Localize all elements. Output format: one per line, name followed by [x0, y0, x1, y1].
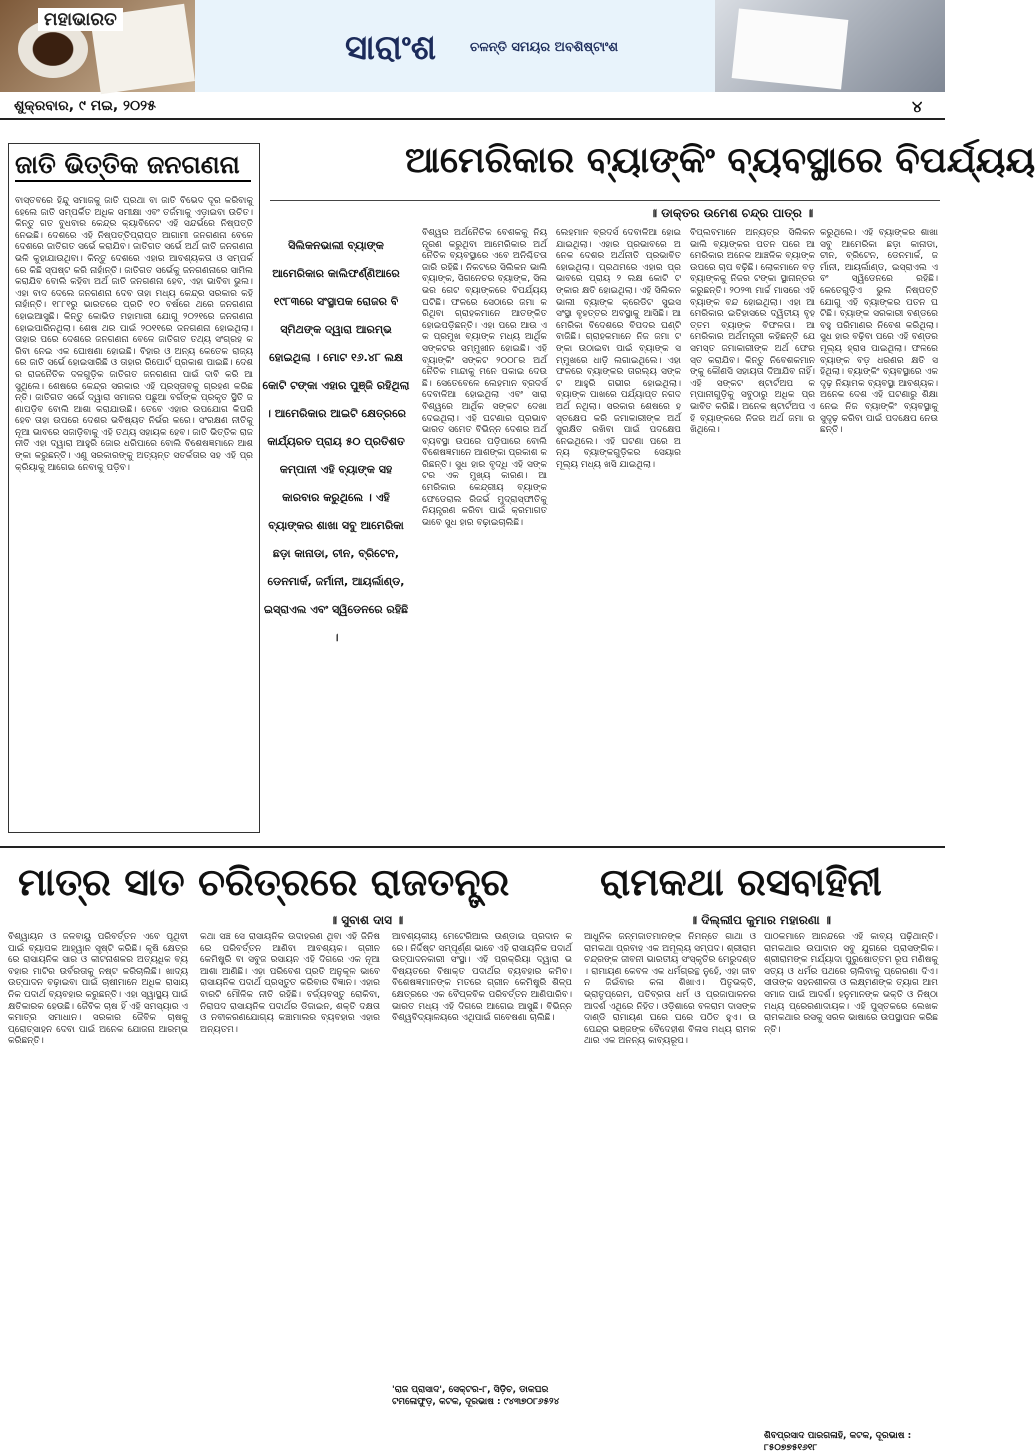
section-divider	[0, 846, 945, 848]
author-address: ଶିବପ୍ରସାଦ ପାରଗଳାହି, କଟକ, ଦୂରଭାଷ : ୮୫୦୭୭୫୧୬୧୮	[764, 1431, 912, 1453]
article-column: ପାଠକମାନେ ଆନନ୍ଦରେ ଏହି କାବ୍ୟ ପଢ଼ିଥାନ୍ତି। ରାମକଥାର ଉପାଦାନ ସବୁ ଯୁଗରେ ପ୍ରାସଙ୍ଗିକ। ଶ୍ରୀରାମଙ୍କ ମର୍ଯ୍ୟାଦା ପୁରୁଷୋତ୍ତମ ରୂପ ମଣିଷକୁ ସତ୍ୟ ଓ ଧର୍ମର ପଥରେ ଚାଲିବାକୁ ପ୍ରେରଣା ଦିଏ। ସୀତାଙ୍କ ସହନଶୀଳତା ଓ ଲକ୍ଷ୍ମଣଙ୍କ ତ୍ୟାଗ ଆମ ସମାଜ ପାଇଁ ଆଦର୍ଶ। ହନୁମାନଙ୍କ ଭକ୍ତି ଓ ନିଷ୍ଠା ମଧ୍ୟ ପ୍ରେରଣାଦାୟକ। ଏହି ପୁସ୍ତକରେ ଲେଖକ ରାମକଥାର ରସକୁ ସରଳ ଭାଷାରେ ଉପସ୍ଥାପନ କରିଛନ୍ତି।	[764, 932, 938, 1035]
editorial-box	[8, 143, 260, 833]
article-column: ଆଧୁନିକ ଜନ୍ମଜାତମାନଙ୍କ ନିମନ୍ତେ ଗାଥା ଓ ରାମକଥା ପ୍ରବାହ ଏକ ଅମୂଲ୍ୟ ସମ୍ପଦ। ଶ୍ରୀରାମଚନ୍ଦ୍ରଙ୍କ ଜୀବନୀ ଭାରତୀୟ ସଂସ୍କୃତିର ମେରୁଦଣ୍ଡ। ରାମାୟଣ କେବଳ ଏକ ଧର୍ମଗ୍ରନ୍ଥ ନୁହେଁ, ଏହା ଜୀବନ ଜିଇଁବାର କଳା ଶିଖାଏ। ପିତୃଭକ୍ତି, ଭ୍ରାତୃପ୍ରେମ, ପତିବ୍ରତା ଧର୍ମ ଓ ପ୍ରଜାପାଳନର ଆଦର୍ଶ ଏଥିରେ ନିହିତ। ଓଡ଼ିଶାରେ ବଳରାମ ଦାସଙ୍କ ଦାଣ୍ଡି ରାମାୟଣ ଘରେ ଘରେ ପଠିତ ହୁଏ। ଉପେନ୍ଦ୍ର ଭଞ୍ଜଙ୍କ ବୈଦେହୀଶ ବିଳାସ ମଧ୍ୟ ରାମକଥାର ଏକ ଅନନ୍ୟ କାବ୍ୟରୂପ।	[584, 932, 756, 1047]
article-column: ଆବଶ୍ୟକୀୟ ମେଟେରିଆଲ ଉଣ୍ଡାଇ ପ୍ରଦାନ କରେ। ନିର୍ଦ୍ଦିଷ୍ଟ ସମ୍ପୂର୍ଣ୍ଣ ଭାବେ ଏହି ରାସାୟନିକ ପଦାର୍ଥ ଉତ୍ପାଦନକାରୀ ସଂସ୍ଥା। ଏହି ପ୍ରକ୍ରିୟା ଦ୍ୱାରା ଭବିଷ୍ୟତରେ ବିଷାକ୍ତ ପଦାର୍ଥର ବ୍ୟବହାର କମିବ। ବିଶେଷଜ୍ଞମାନଙ୍କ ମତରେ ଗ୍ରୀନ କେମିଷ୍ଟ୍ରି ଶିଳ୍ପ କ୍ଷେତ୍ରରେ ଏକ ବୈପ୍ଳବିକ ପରିବର୍ତ୍ତନ ଆଣିପାରିବ। ଭାରତ ମଧ୍ୟ ଏହି ଦିଗରେ ଆଗେଇ ଆସୁଛି। ବିଭିନ୍ନ ବିଶ୍ୱବିଦ୍ୟାଳୟରେ ଏଥିପାଇଁ ଗବେଷଣା ଚାଲିଛି।	[392, 932, 572, 1024]
section-tagline: ଚଳନ୍ତି ସମୟର ଅବଶିଷ୍ଟାଂଶ	[470, 40, 619, 55]
header-divider	[0, 118, 945, 120]
article-column: ବିଶ୍ୱାୟନ ଓ ଜଳବାୟୁ ପରିବର୍ତ୍ତନ ଏବେ ପୃଥିବୀ ପାଇଁ ବ୍ୟାପକ ଆହ୍ୱାନ ସୃଷ୍ଟି କରିଛି। କୃଷି କ୍ଷେତ୍ରରେ ରାସାୟନିକ ସାର ଓ କୀଟନାଶକର ଅତ୍ୟଧିକ ବ୍ୟବହାର ମାଟିର ଉର୍ବରତାକୁ ନଷ୍ଟ କରିଚାଲିଛି। ଖାଦ୍ୟ ଉତ୍ପାଦନ ବଢ଼ାଇବା ପାଇଁ ଚାଷୀମାନେ ଅଧିକ ରାସାୟନିକ ପଦାର୍ଥ ବ୍ୟବହାର କରୁଛନ୍ତି। ଏହା ସ୍ୱାସ୍ଥ୍ୟ ପାଇଁ କ୍ଷତିକାରକ ହେଉଛି। ଜୈବିକ ଚାଷ ହିଁ ଏହି ସମସ୍ୟାର ଏକମାତ୍ର ସମାଧାନ। ସରକାର ଜୈବିକ ଚାଷକୁ ପ୍ରୋତ୍ସାହନ ଦେବା ପାଇଁ ଅନେକ ଯୋଜନା ଆରମ୍ଭ କରିଛନ୍ତି।	[8, 932, 188, 1047]
article-byline: ॥ ଡାକ୍ତର ଉମେଶ ଚନ୍ଦ୍ର ପାତ୍ର ॥	[650, 206, 814, 220]
editorial-title: ଜାତି ଭିତ୍ତିକ ଜନଗଣନା	[15, 150, 251, 182]
article-column: କରୁଥିଲେ। ଏହି ବ୍ୟାଙ୍କର ଶାଖା ସବୁ ଆମେରିକା ଛଡ଼ା କାନାଡା, ଚୀନ, ବ୍ରିଟେନ, ଡେନମାର୍କ, ଜର୍ମାନୀ, ଆୟର୍ଲାଣ୍ଡ, ଇସ୍ରାଏଲ ଏବଂ ସ୍ୱିଡେନରେ ରହିଛି। କେତେଗୁଡ଼ିଏ ଭୁଲ ନିଷ୍ପତ୍ତି ଯୋଗୁ ଏହି ବ୍ୟାଙ୍କର ପତନ ଘଟିଛି। ବ୍ୟାଙ୍କ ସରକାରୀ ବଣ୍ଡରେ ବହୁ ପରିମାଣର ନିବେଶ କରିଥିଲା। ସୁଧ ହାର ବଢ଼ିବା ପରେ ଏହି ବଣ୍ଡର ମୂଲ୍ୟ ହ୍ରାସ ପାଇଥିଲା। ଫଳରେ ବ୍ୟାଙ୍କ ବଡ଼ ଧରଣର କ୍ଷତି ସହିଥିଲା। ବ୍ୟାଙ୍କିଂ ବ୍ୟବସ୍ଥାରେ ଏକ ଦୃଢ଼ ନିୟାମକ ବ୍ୟବସ୍ଥା ଆବଶ୍ୟକ। ଅନେକ ଦେଶ ଏହି ଘଟଣାରୁ ଶିକ୍ଷା ନେଇ ନିଜ ବ୍ୟାଙ୍କିଂ ବ୍ୟବସ୍ଥାକୁ ସୁଦୃଢ଼ କରିବା ପାଇଁ ପଦକ୍ଷେପ ନେଉଛନ୍ତି।	[820, 228, 938, 436]
author-address: 'ରାଜ ପ୍ରାସାଦ', ସେକ୍ଟର-୮, ସିଡ଼ିଚ, ଡାକଘର ଟମଳୋଫୁଡ଼, କଟକ, ଦୂରଭାଷ : ୯୪୩୭୦୮୬୫୨୪	[392, 1385, 560, 1407]
issue-date: ଶୁକ୍ରବାର, ୯ ମଇ, ୨୦୨୫	[14, 98, 156, 114]
writing-desk-photo	[715, 0, 945, 92]
editorial-body: ବାସ୍ତବରେ ହିନ୍ଦୁ ସମାଜକୁ ଜାତି ପ୍ରଥା ବା ଜାତି ବିଭେଦ ଦୂର କରିବାକୁ ହେଲେ ଜାତି ସମ୍ପର୍କିତ ଅଧିକ ସମୀକ୍ଷା ଏବଂ ତର୍ଜମାକୁ ଏଡ଼ାଇବା ଉଚିତ। କିନ୍ତୁ ଗତ ବୁଧବାର କେନ୍ଦ୍ର କ୍ୟାବିନେଟ ଏହି ସନ୍ଦର୍ଭରେ ନିଷ୍ପତ୍ତି ନେଇଛି। ଦେଶରେ ଏହି ନିଷ୍ପତ୍ତିପ୍ରାପ୍ତ ଆଗାମୀ ଜନଗଣନା ବେଳେ ଦେଶରେ ଜାତିଗତ ସର୍ଭେ କରାଯିବ। ଜାତିଗତ ସର୍ଭେ ଅର୍ଥ ଜାତି ଜନଗଣନା ଭଳି କୁହାଯାଉଥିବା। କିନ୍ତୁ ଦେଶରେ ଏହାର ଆବଶ୍ୟକତା ଓ ସମ୍ପର୍କରେ କିଛି ସ୍ପଷ୍ଟ କରି ନାହାଁନ୍ତି। ଜାତିଗତ ସର୍ଭେକୁ ଜନଗଣନାରେ ସାମିଲ କରାଯିବ ବୋଲି କହିବା ଅର୍ଥ ଜାତି ଜନଗଣନା ହେବ, ଏହା ଭାବିବା ଭୁଲ। ଏହା ବାଦ ଦେଲେ ଜନଗଣନା ଦେବ ତାହା ମଧ୍ୟ କେନ୍ଦ୍ର ସରକାର କହି ନାହାଁନ୍ତି। ୧୮୮୧ରୁ ଭାରତରେ ପ୍ରତି ୧୦ ବର୍ଷରେ ଥରେ ଜନଗଣନା ହୋଇଆସୁଛି। କିନ୍ତୁ କୋଭିଡ ମହାମାରୀ ଯୋଗୁ ୨୦୨୧ରେ ଜନଗଣନା ହୋଇପାରିନଥିଲା। ଶେଷ ଥର ପାଇଁ ୨୦୧୧ରେ ଜନଗଣନା ହୋଇଥିଲା। ତାହାର ପରେ ଦେଶରେ ଜନଗଣନା ବେଳେ ଜାତିଗତ ତଥ୍ୟ ସଂଗ୍ରହ କରିବା ନେଇ ଏକ ଘୋଷଣା ହୋଇଛି। ବିହାର ଓ ଅନ୍ୟ କେତେକ ରାଜ୍ୟରେ ଜାତି ସର୍ଭେ ହୋଇସାରିଛି ଓ ତାହାର ରିପୋର୍ଟ ପ୍ରକାଶ ପାଇଛି। ଦେଶର ରାଜନୈତିକ ଦଳଗୁଡ଼ିକ ଜାତିଗତ ଜନଗଣନା ପାଇଁ ଦାବି କରି ଆସୁଥିଲେ। ଶେଷରେ କେନ୍ଦ୍ର ସରକାର ଏହି ପ୍ରସ୍ତାବକୁ ଗ୍ରହଣ କରିଛନ୍ତି। ଜାତିଗତ ସର୍ଭେ ଦ୍ୱାରା ସମାଜର ପଛୁଆ ବର୍ଗଙ୍କ ପ୍ରକୃତ ସ୍ଥିତି ଜଣାପଡ଼ିବ ବୋଲି ଆଶା କରାଯାଉଛି। ତେବେ ଏହାର ଉପଯୋଗ କିପରି ହେବ ତାହା ଉପରେ ଦେଶର ଭବିଷ୍ୟତ ନିର୍ଭର କରେ। ସଂରକ୍ଷଣ ନୀତିକୁ ନୂଆ ଭାବରେ ସଜାଡ଼ିବାକୁ ଏହି ତଥ୍ୟ ସହାୟକ ହେବ। ଜାତି ଭିତ୍ତିକ ରାଜନୀତି ଏହା ଦ୍ୱାରା ଆହୁରି ଜୋର ଧରିପାରେ ବୋଲି ବିଶେଷଜ୍ଞମାନେ ଆଶଙ୍କା କରୁଛନ୍ତି। ଏଣୁ ସରକାରଙ୍କୁ ଅତ୍ୟନ୍ତ ସତର୍କତାର ସହ ଏହି ପ୍ରକ୍ରିୟାକୁ ଆଗେଇ ନେବାକୁ ପଡ଼ିବ।	[15, 196, 253, 473]
article-byline: ॥ ଦିଲ୍ଲୀପ କୁମାର ମହାରଣା ॥	[690, 913, 831, 927]
section-title: ସାରାଂଶ	[345, 28, 436, 68]
byline-rule	[270, 200, 940, 201]
brand-logo: ମହାଭାରତ	[38, 8, 123, 31]
article-column: କଥା ସଞ୍ଚ ସେ ରାସାୟନିକ ଉଦାହରଣ ଥିବା ଏହି ଜିନିଷରେ ପରିବର୍ତ୍ତନ ଆଣିବା ଆବଶ୍ୟକ। ଗ୍ରୀନ କେମିଷ୍ଟ୍ରି ବା ସବୁଜ ରସାୟନ ଏହି ଦିଗରେ ଏକ ନୂଆ ଆଶା ଆଣିଛି। ଏହା ପରିବେଶ ପ୍ରତି ଅନୁକୂଳ ଭାବେ ରାସାୟନିକ ପଦାର୍ଥ ପ୍ରସ୍ତୁତ କରିବାର ବିଜ୍ଞାନ। ଏହାର ବାରଟି ମୌଳିକ ନୀତି ରହିଛି। ବର୍ଜ୍ୟବସ୍ତୁ ରୋକିବା, ନିରାପଦ ରାସାୟନିକ ପଦାର୍ଥର ଡିଜାଇନ, ଶକ୍ତି ଦକ୍ଷତା ଓ ନବୀକରଣଯୋଗ୍ୟ କଞ୍ଚାମାଲର ବ୍ୟବହାର ଏହାର ଅନ୍ୟତମ।	[200, 932, 380, 1035]
article-headline: ରାମକଥା ରସବାହିନୀ	[600, 860, 882, 904]
article-headline: ମାତ୍ର ସାତ ଚରିତ୍ରରେ ରାଜତନ୍ତ୍ର	[18, 860, 510, 904]
page-number: ୪	[912, 97, 923, 116]
article-column: ଲେହମାନ ବ୍ରଦର୍ସ ଦେବାଳିଆ ହୋଇଯାଇଥିଲା। ଏହାର ପ୍ରଭାବରେ ଅନେକ ଦେଶର ଅର୍ଥନୀତି ପ୍ରଭାବିତ ହୋଇଥିଲା। ପ୍ରଥମରେ ଏହାର ପ୍ରଭାବରେ ପ୍ରାୟ ୨ ଲକ୍ଷ କୋଟି ଟଙ୍କାର କ୍ଷତି ହୋଇଥିଲା। ଏହି ସିଲିକନଭାଲୀ ବ୍ୟାଙ୍କ କ୍ରେଡିଟ ସୁଇସ ସଂସ୍ଥା ବୃହତ୍ତର ଅବସ୍ଥାକୁ ଆସିଛି। ଆମେରିକା ବିଦେଶରେ ବିପଦର ଘଣ୍ଟି ବାଜିଛି। ଗ୍ରାହକମାନେ ନିଜ ଜମା ଟଙ୍କା ଉଠାଇବା ପାଇଁ ବ୍ୟାଙ୍କ ସମ୍ମୁଖରେ ଧାଡ଼ି ଲଗାଇଥିଲେ। ଏହା ଫଳରେ ବ୍ୟାଙ୍କର ତାରଲ୍ୟ ସଙ୍କଟ ଆହୁରି ଗଭୀର ହୋଇଥିଲା। ବ୍ୟାଙ୍କ ପାଖରେ ପର୍ଯ୍ୟାପ୍ତ ନଗଦ ଅର୍ଥ ନଥିଲା। ସରକାର ଶେଷରେ ହସ୍ତକ୍ଷେପ କରି ଜମାକାରୀଙ୍କ ଅର୍ଥ ସୁରକ୍ଷିତ ରଖିବା ପାଇଁ ପଦକ୍ଷେପ ନେଇଥିଲେ। ଏହି ଘଟଣା ପରେ ଅନ୍ୟ ବ୍ୟାଙ୍କଗୁଡ଼ିକର ସେୟାର ମୂଲ୍ୟ ମଧ୍ୟ ଖସି ଯାଇଥିଲା।	[556, 228, 681, 470]
article-headline: ଆମେରିକାର ବ୍ୟାଙ୍କିଂ ବ୍ୟବସ୍ଥାରେ ବିପର୍ଯ୍ୟୟ	[405, 140, 1035, 181]
article-byline: ॥ ସୁବାଶ ଦାସ ॥	[330, 913, 404, 927]
pull-quote: ସିଲିକନଭାଲୀ ବ୍ୟାଙ୍କ ଆମେରିକାର କାଲିଫର୍ଣ୍ଣିଆରେ ୧୯୮୩ରେ ସଂସ୍ଥାପକ ରୋଜର ବି ସ୍ମିଥଙ୍କ ଦ୍ୱାରା ଆରମ୍ଭ ହୋଇଥିଲା । ମୋଟ ୧୬.୪୮ ଲକ୍ଷ କୋଟି ଟଙ୍କା ଏହାର ପୁଞ୍ଜି ରହିଥିଲା । ଆମେରିକାର ଆଇଟି କ୍ଷେତ୍ରରେ କାର୍ଯ୍ୟରତ ପ୍ରାୟ ୫୦ ପ୍ରତିଶତ କମ୍ପାନୀ ଏହି ବ୍ୟାଙ୍କ ସହ କାରବାର କରୁଥିଲେ । ଏହି ବ୍ୟାଙ୍କର ଶାଖା ସବୁ ଆମେରିକା ଛଡ଼ା କାନାଡା, ଚୀନ, ବ୍ରିଟେନ, ଡେନମାର୍କ, ଜର୍ମାନୀ, ଆୟର୍ଲାଣ୍ଡ, ଇସ୍ରାଏଲ ଏବଂ ସ୍ୱିଡେନରେ ରହିଛି ।	[262, 239, 410, 644]
article-column: ବିପ୍ଲବମାନେ ଅନ୍ୟତ୍ର ସିଲିକନ ଭାଲି ବ୍ୟାଙ୍କର ପତନ ପରେ ଆମେରିକାର ଅନେକ ଆଞ୍ଚଳିକ ବ୍ୟାଙ୍କ ଉପରେ ଚାପ ବଢ଼ିଛି। ଲୋକମାନେ ବଡ଼ ବ୍ୟାଙ୍କକୁ ନିଜର ଟଙ୍କା ସ୍ଥାନାନ୍ତର କରୁଛନ୍ତି। ୨୦୨୩ ମାର୍ଚ୍ଚ ମାସରେ ଏହି ବ୍ୟାଙ୍କ ବନ୍ଦ ହୋଇଥିଲା। ଏହା ଆମେରିକାର ଇତିହାସରେ ଦ୍ୱିତୀୟ ବୃହତ୍ତମ ବ୍ୟାଙ୍କ ବିଫଳତା। ଆମେରିକାର ଅର୍ଥମନ୍ତ୍ରୀ କହିଛନ୍ତି ଯେ ସମସ୍ତ ଜମାକାରୀଙ୍କ ଅର୍ଥ ଫେରସ୍ତ କରାଯିବ। କିନ୍ତୁ ନିବେଶକମାନଙ୍କୁ କୌଣସି ସହାୟତା ଦିଆଯିବ ନାହିଁ। ଏହି ସଙ୍କଟ ଷ୍ଟାର୍ଟଅପ କମ୍ପାନୀଗୁଡ଼ିକୁ ସବୁଠାରୁ ଅଧିକ ପ୍ରଭାବିତ କରିଛି। ଅନେକ ଷ୍ଟାର୍ଟଅପ ଏହି ବ୍ୟାଙ୍କରେ ନିଜର ଅର୍ଥ ଜମା ରଖିଥିଲେ।	[690, 228, 815, 436]
article-column: ବିଶ୍ୱର ଅର୍ଥନୈତିକ ବେଶକକୁ ନିୟନ୍ତ୍ରଣ କରୁଥିବା ଆମେରିକାର ଅର୍ଥନୈତିକ ବ୍ୟବସ୍ଥାରେ ଏବେ ଅନିଶ୍ଚିତତା ଜାରି ରହିଛି। ନିକଟରେ ସିଲିକନ ଭାଲି ବ୍ୟାଙ୍କ, ସିଗନେଚର ବ୍ୟାଙ୍କ, ସିଲଭର ଗେଟ ବ୍ୟାଙ୍କରେ ବିପର୍ଯ୍ୟୟ ଘଟିଛି। ଫଳରେ ସେଠାରେ ଜମା କରିଥିବା ଗ୍ରାହକମାନେ ଆତଙ୍କିତ ହୋଇପଡ଼ିଛନ୍ତି। ଏହା ପରେ ଆଉ ଏକ ପ୍ରମୁଖ ବ୍ୟାଙ୍କ ମଧ୍ୟ ଆର୍ଥିକ ସଙ୍କଟର ସମ୍ମୁଖୀନ ହୋଇଛି। ଏହି ବ୍ୟାଙ୍କିଂ ସଙ୍କଟ ୨୦୦୮ର ଅର୍ଥନୈତିକ ମାନ୍ଦାକୁ ମନେ ପକାଇ ଦେଉଛି। ସେତେବେଳେ ଲେହମାନ ବ୍ରଦର୍ସ ଦେବାଳିଆ ହୋଇଥିଲା ଏବଂ ସାରା ବିଶ୍ୱରେ ଆର୍ଥିକ ସଙ୍କଟ ଦେଖା ଦେଇଥିଲା। ଏହି ଘଟଣାର ପ୍ରଭାବ ଭାରତ ସମେତ ବିଭିନ୍ନ ଦେଶର ଅର୍ଥବ୍ୟବସ୍ଥା ଉପରେ ପଡ଼ିପାରେ ବୋଲି ବିଶେଷଜ୍ଞମାନେ ଆଶଙ୍କା ପ୍ରକାଶ କରିଛନ୍ତି। ସୁଧ ହାର ବୃଦ୍ଧି ଏହି ସଙ୍କଟର ଏକ ମୁଖ୍ୟ କାରଣ। ଆମେରିକାର କେନ୍ଦ୍ରୀୟ ବ୍ୟାଙ୍କ ଫେଡେରାଲ ରିଜର୍ଭ ମୁଦ୍ରାସ୍ଫୀତିକୁ ନିୟନ୍ତ୍ରଣ କରିବା ପାଇଁ କ୍ରମାଗତ ଭାବେ ସୁଧ ହାର ବଢ଼ାଇଚାଲିଛି।	[422, 228, 547, 528]
